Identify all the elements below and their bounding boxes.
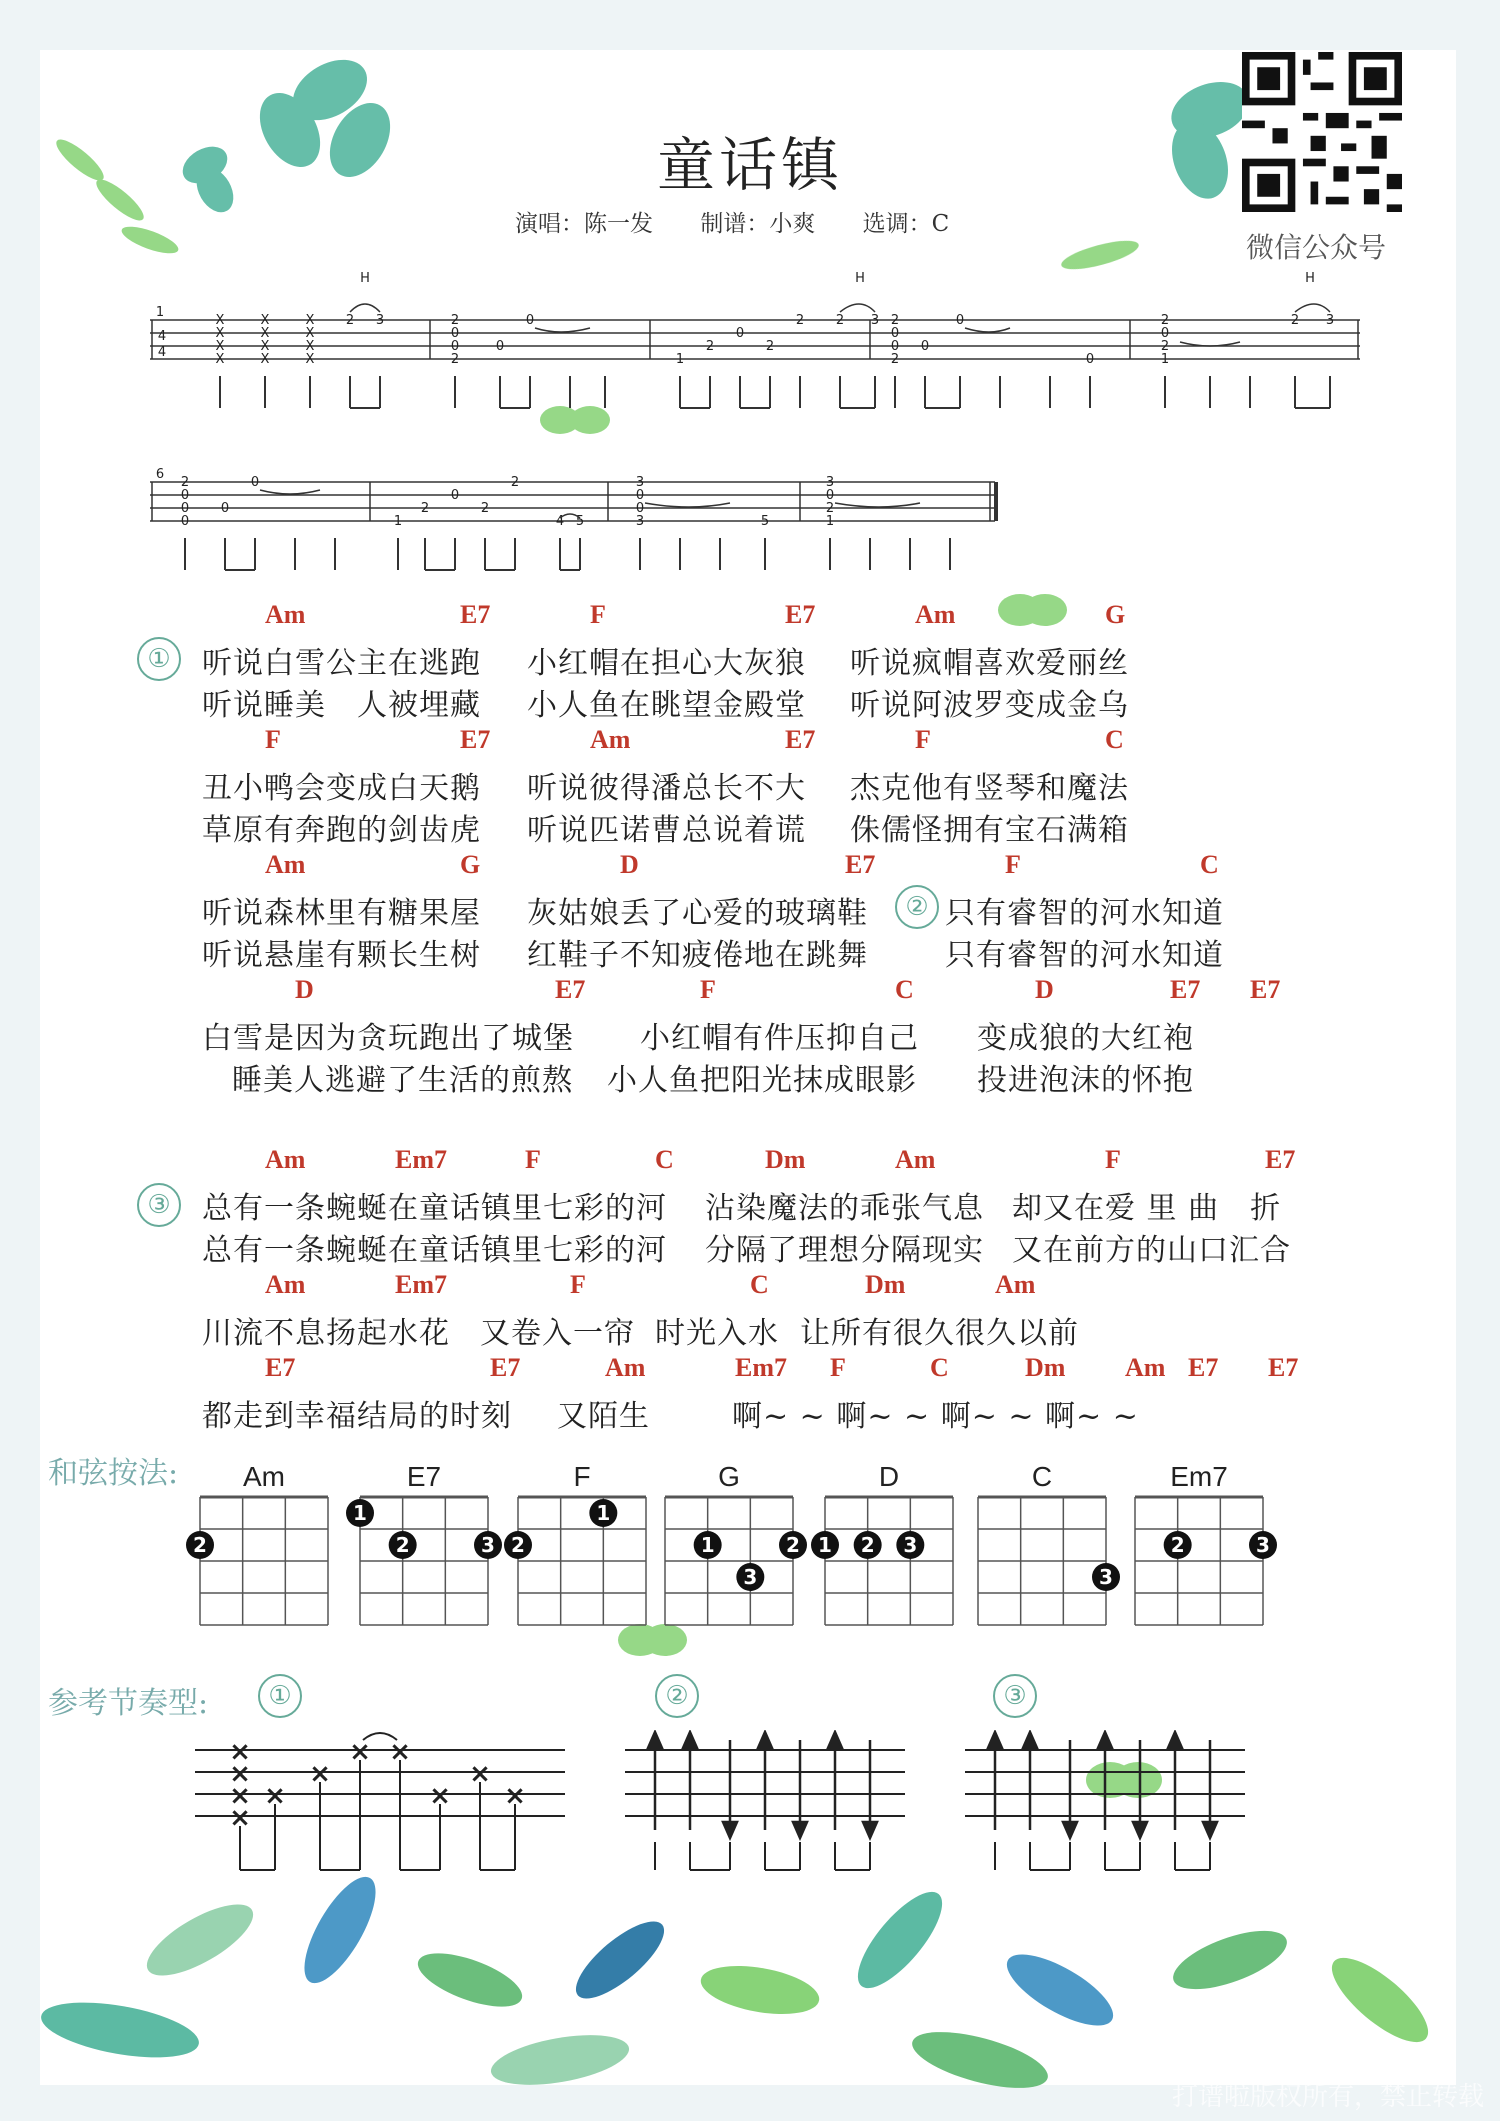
lyric-line: 小红帽在担心大灰狼 [527, 646, 806, 681]
tab-staff-1 [150, 268, 1360, 418]
lyric-line: 听说阿波罗变成金乌 [850, 688, 1129, 723]
svg-text:X: X [260, 352, 270, 367]
svg-text:X: X [305, 326, 315, 341]
lyric-line: 白雪是因为贪玩跑出了城堡 [202, 1021, 574, 1056]
lyric-line: 侏儒怪拥有宝石满箱 [850, 813, 1129, 848]
svg-text:3: 3 [825, 475, 835, 490]
finger-dot [504, 1531, 532, 1559]
chord-label: Dm [1025, 1353, 1066, 1382]
svg-text:0: 0 [220, 501, 230, 516]
svg-text:3: 3 [903, 1533, 918, 1557]
chord-label: G [460, 850, 481, 879]
svg-text:2: 2 [1290, 313, 1300, 328]
svg-text:1: 1 [393, 514, 403, 529]
svg-text:2: 2 [193, 1533, 207, 1557]
svg-text:3: 3 [635, 475, 645, 490]
svg-text:1: 1 [1160, 352, 1170, 367]
svg-text:×: × [229, 1803, 251, 1833]
svg-text:2: 2 [860, 1533, 875, 1557]
svg-text:X: X [305, 313, 315, 328]
svg-text:0: 0 [450, 339, 460, 354]
svg-text:1: 1 [818, 1533, 832, 1557]
svg-text:X: X [215, 326, 225, 341]
measure-number: 6 [155, 467, 165, 482]
chord-label: F [570, 1270, 586, 1299]
tab-staff-2 [150, 467, 1000, 580]
chord-label: E7 [490, 1353, 521, 1382]
fretboard-grid [958, 1497, 1126, 1635]
lyric-line: 丑小鸭会变成白天鹅 [202, 771, 481, 806]
svg-text:2: 2 [705, 339, 715, 354]
svg-text:5: 5 [760, 514, 770, 529]
chord-label: Am [265, 600, 306, 629]
chord-section-heading: 和弦按法: [48, 1456, 179, 1491]
chord-label: F [265, 725, 281, 754]
wechat-label: 微信公众号 [1246, 231, 1387, 264]
lyric-line: 又陌生 [557, 1399, 650, 1434]
rhythm-section-heading: 参考节奏型: [48, 1686, 209, 1721]
lyric-line: 小人鱼在眺望金殿堂 [527, 688, 806, 723]
svg-text:0: 0 [495, 339, 505, 354]
lyric-line: 让所有很久很久以前 [800, 1316, 1079, 1351]
chord-label: G [1105, 600, 1126, 629]
finger-dot [736, 1563, 764, 1591]
svg-text:0: 0 [635, 488, 645, 503]
chord-label: E7 [1250, 975, 1281, 1004]
lyric-line: 听说白雪公主在逃跑 [202, 646, 481, 681]
section-2-marker: ② [895, 885, 939, 929]
chord-chart-name: Am [243, 1461, 285, 1492]
chord-chart-name: F [573, 1461, 591, 1492]
chord-chart-d [818, 1461, 953, 1625]
finger-dot [1164, 1531, 1192, 1559]
chord-chart-name: C [1031, 1461, 1053, 1492]
chord-label: F [525, 1145, 541, 1174]
svg-text:X: X [215, 339, 225, 354]
chord-label: E7 [1268, 1353, 1299, 1382]
svg-text:0: 0 [920, 339, 930, 354]
chord-label: E7 [785, 600, 816, 629]
chord-label: F [830, 1353, 846, 1382]
lyric-line: 听说疯帽喜欢爱丽丝 [850, 646, 1129, 681]
chord-label: F [1005, 850, 1021, 879]
chord-chart-em7 [1135, 1461, 1270, 1625]
lyric-line: 小人鱼把阳光抹成眼影 [607, 1063, 917, 1098]
svg-text:×: × [504, 1781, 526, 1811]
lyric-line: 只有睿智的河水知道 [945, 938, 1224, 973]
svg-text:0: 0 [450, 488, 460, 503]
svg-text:0: 0 [180, 514, 190, 529]
svg-text:2: 2 [345, 313, 355, 328]
svg-text:2: 2 [795, 313, 805, 328]
chord-label: F [700, 975, 716, 1004]
finger-dot [1249, 1531, 1277, 1559]
chord-chart-name: Em7 [1170, 1461, 1228, 1492]
svg-text:2: 2 [450, 313, 460, 328]
chord-label: Dm [865, 1270, 906, 1299]
svg-text:X: X [305, 339, 315, 354]
chord-label: Am [1125, 1353, 1166, 1382]
svg-text:1: 1 [825, 514, 835, 529]
svg-text:2: 2 [395, 1533, 410, 1557]
svg-text:2: 2 [1160, 313, 1170, 328]
lyric-line: 变成狼的大红袍 [977, 1021, 1194, 1056]
svg-text:3: 3 [743, 1565, 758, 1589]
finger-dot [186, 1531, 214, 1559]
svg-text:5: 5 [575, 514, 585, 529]
chord-label: Em7 [395, 1270, 447, 1299]
svg-text:4: 4 [555, 514, 565, 529]
svg-text:3: 3 [1099, 1565, 1113, 1589]
chord-label: C [1105, 725, 1124, 754]
fretboard-grid [805, 1497, 973, 1635]
svg-text:2: 2 [1170, 1533, 1185, 1557]
svg-text:2: 2 [825, 501, 835, 516]
fretboard-grid [498, 1497, 666, 1635]
chord-label: E7 [555, 975, 586, 1004]
section-1-marker: ① [137, 637, 181, 681]
rhythm-patterns [195, 1730, 1255, 1880]
svg-text:2: 2 [890, 313, 900, 328]
finger-dot [389, 1531, 417, 1559]
svg-text:2: 2 [480, 501, 490, 516]
chord-label: E7 [1188, 1353, 1219, 1382]
svg-text:0: 0 [635, 501, 645, 516]
svg-text:2: 2 [786, 1533, 800, 1557]
chord-label: Am [605, 1353, 646, 1382]
chord-label: Am [895, 1145, 936, 1174]
chord-label: Am [265, 1270, 306, 1299]
svg-text:0: 0 [180, 488, 190, 503]
singer-credit: 演唱：陈一发 [515, 211, 653, 237]
svg-text:0: 0 [450, 326, 460, 341]
svg-text:0: 0 [890, 326, 900, 341]
chord-label: F [590, 600, 606, 629]
svg-text:X: X [260, 313, 270, 328]
svg-text:X: X [260, 326, 270, 341]
svg-text:2: 2 [420, 501, 430, 516]
chord-label: C [655, 1145, 674, 1174]
svg-text:X: X [305, 352, 315, 367]
svg-text:2: 2 [511, 1533, 525, 1557]
hammer-on-mark: H [855, 271, 865, 286]
svg-text:×: × [309, 1759, 331, 1789]
measure-number: 1 [155, 305, 165, 320]
lyric-line: 睡美人逃避了生活的煎熬 [232, 1063, 573, 1098]
lyric-line: 投进泡沫的怀抱 [977, 1063, 1194, 1098]
chord-label: E7 [265, 1353, 296, 1382]
section-3-marker: ③ [137, 1183, 181, 1227]
svg-text:×: × [229, 1737, 251, 1767]
chord-label: D [295, 975, 314, 1004]
song-credits [515, 205, 989, 238]
chord-chart-f [511, 1461, 646, 1625]
fretboard-grid [1115, 1497, 1283, 1635]
lyric-line: 又在前方的山口汇合 [1012, 1233, 1291, 1268]
svg-text:0: 0 [1160, 326, 1170, 341]
chord-label: E7 [845, 850, 876, 879]
lyric-line: 小红帽有件压抑自己 [640, 1021, 919, 1056]
svg-text:×: × [264, 1781, 286, 1811]
chord-chart-name: D [878, 1461, 900, 1492]
lyric-line: 川流不息扬起水花 [202, 1316, 450, 1351]
svg-text:1: 1 [353, 1501, 367, 1525]
svg-text:3: 3 [1256, 1533, 1270, 1557]
chord-label: Am [590, 725, 631, 754]
svg-text:3: 3 [1325, 313, 1335, 328]
svg-text:2: 2 [180, 475, 190, 490]
svg-text:0: 0 [525, 313, 535, 328]
finger-dot [811, 1531, 839, 1559]
copyright-footer: 打谱啦版权所有，禁止转载 [1171, 2082, 1484, 2112]
svg-text:2: 2 [510, 475, 520, 490]
lyric-line: 总有一条蜿蜒在童话镇里七彩的河 [202, 1233, 667, 1268]
chord-label: Am [995, 1270, 1036, 1299]
rhythm-2-label: ② [655, 1674, 699, 1718]
arranger-credit: 制谱：小爽 [700, 211, 816, 237]
svg-text:2: 2 [765, 339, 775, 354]
time-signature-top: 4 [157, 329, 167, 344]
chord-label: C [930, 1353, 949, 1382]
hammer-on-mark: H [1305, 271, 1315, 286]
lyric-line: 却又在爱 里 曲 折 [1012, 1191, 1282, 1226]
svg-text:3: 3 [375, 313, 385, 328]
lyric-line: 都走到幸福结局的时刻 [202, 1399, 512, 1434]
chord-chart-am [193, 1461, 328, 1625]
svg-text:X: X [215, 352, 225, 367]
chord-label: F [915, 725, 931, 754]
chord-chart-e7 [353, 1461, 495, 1625]
lyric-line: 听说悬崖有颗长生树 [202, 938, 481, 973]
chord-chart-name: E7 [406, 1461, 442, 1492]
finger-dot [896, 1531, 924, 1559]
lyric-line: 听说森林里有糖果屋 [202, 896, 481, 931]
chord-label: E7 [1265, 1145, 1296, 1174]
chord-label: E7 [785, 725, 816, 754]
svg-text:0: 0 [735, 326, 745, 341]
svg-text:×: × [229, 1781, 251, 1811]
svg-text:×: × [429, 1781, 451, 1811]
qr-code-icon [1242, 52, 1402, 212]
fretboard-grid [180, 1497, 348, 1635]
chord-label: E7 [1170, 975, 1201, 1004]
chord-label: Em7 [395, 1145, 447, 1174]
svg-text:1: 1 [675, 352, 685, 367]
svg-text:0: 0 [1085, 352, 1095, 367]
time-signature-bottom: 4 [157, 345, 167, 360]
chord-label: C [1200, 850, 1219, 879]
lyric-line: 听说彼得潘总长不大 [527, 771, 806, 806]
svg-text:2: 2 [450, 352, 460, 367]
svg-text:1: 1 [700, 1533, 715, 1557]
lyric-line: 啊~ ~ 啊~ ~ 啊~ ~ 啊~ ~ [732, 1399, 1139, 1434]
lyric-line: 灰姑娘丢了心爱的玻璃鞋 [527, 896, 868, 931]
chord-chart-c [978, 1461, 1113, 1625]
fretboard-grid [340, 1497, 508, 1635]
finger-dot [779, 1531, 807, 1559]
lyric-line: 草原有奔跑的剑齿虎 [202, 813, 481, 848]
chord-label: C [750, 1270, 769, 1299]
fretboard-grid [645, 1497, 813, 1635]
lyric-line: 沾染魔法的乖张气息 [705, 1191, 984, 1226]
svg-text:×: × [349, 1737, 371, 1767]
finger-dot [694, 1531, 722, 1559]
lyric-line: 只有睿智的河水知道 [945, 896, 1224, 931]
svg-text:X: X [260, 339, 270, 354]
chord-label: F [1105, 1145, 1121, 1174]
svg-text:2: 2 [835, 313, 845, 328]
chord-label: D [1035, 975, 1054, 1004]
svg-text:0: 0 [955, 313, 965, 328]
lyric-line: 杰克他有竖琴和魔法 [850, 771, 1129, 806]
svg-text:3: 3 [870, 313, 880, 328]
lyric-line: 红鞋子不知疲倦地在跳舞 [527, 938, 868, 973]
svg-text:0: 0 [250, 475, 260, 490]
song-title: 童话镇 [656, 131, 843, 199]
chord-label: Am [915, 600, 956, 629]
svg-text:3: 3 [635, 514, 645, 529]
svg-text:×: × [469, 1759, 491, 1789]
lyric-line: 总有一条蜿蜒在童话镇里七彩的河 [202, 1191, 667, 1226]
key-credit: 选调：C [862, 211, 950, 237]
svg-text:3: 3 [481, 1533, 495, 1557]
chord-label: E7 [460, 600, 491, 629]
svg-text:0: 0 [890, 339, 900, 354]
svg-text:0: 0 [825, 488, 835, 503]
rhythm-3-label: ③ [993, 1674, 1037, 1718]
chord-label: E7 [460, 725, 491, 754]
svg-text:×: × [229, 1759, 251, 1789]
chord-chart-name: G [718, 1461, 740, 1492]
finger-dot [589, 1499, 617, 1527]
lyric-line: 又卷入一帘 [480, 1316, 635, 1351]
chord-label: C [895, 975, 914, 1004]
hammer-on-mark: H [360, 271, 370, 286]
chord-label: Dm [765, 1145, 806, 1174]
chord-label: Am [265, 850, 306, 879]
svg-text:1: 1 [596, 1501, 611, 1525]
svg-text:X: X [215, 313, 225, 328]
svg-text:2: 2 [1160, 339, 1170, 354]
svg-text:×: × [389, 1737, 411, 1767]
chord-chart-g [665, 1461, 800, 1625]
lyric-line: 分隔了理想分隔现实 [705, 1233, 984, 1268]
lyric-line: 听说匹诺曹总说着谎 [527, 813, 806, 848]
lyric-line: 听说睡美 人被埋藏 [202, 688, 481, 723]
svg-text:0: 0 [180, 501, 190, 516]
finger-dot [346, 1499, 374, 1527]
finger-dot [854, 1531, 882, 1559]
chord-label: D [620, 850, 639, 879]
rhythm-1-label: ① [258, 1674, 302, 1718]
lyric-line: 时光入水 [655, 1316, 779, 1351]
svg-text:2: 2 [890, 352, 900, 367]
chord-label: Am [265, 1145, 306, 1174]
chord-label: Em7 [735, 1353, 787, 1382]
